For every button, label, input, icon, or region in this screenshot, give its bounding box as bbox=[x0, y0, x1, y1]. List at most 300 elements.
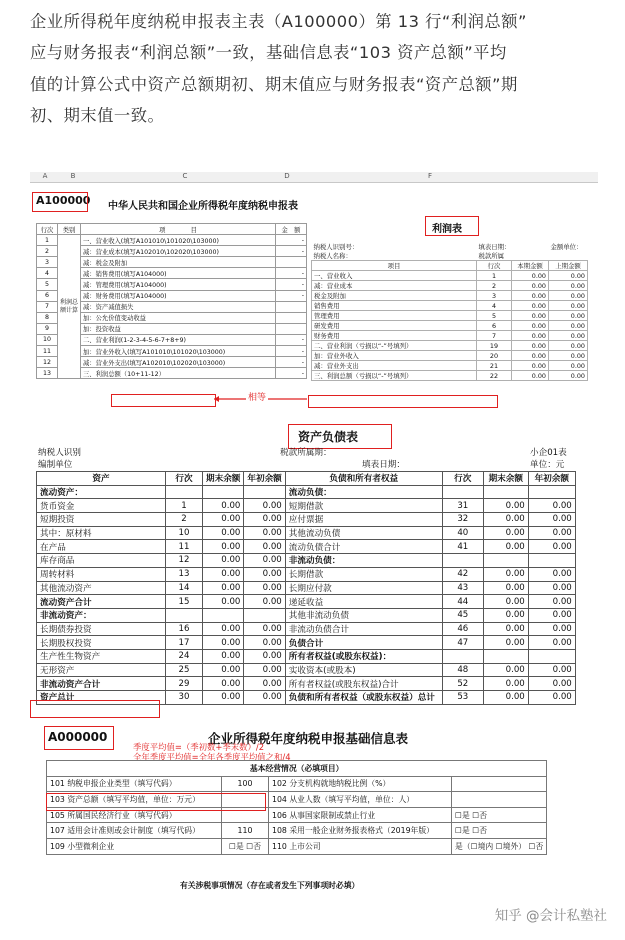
begin-balance: 0.00 bbox=[244, 554, 285, 568]
row-number: 6 bbox=[477, 321, 512, 331]
begin-balance: 0.00 bbox=[244, 691, 285, 705]
amount-cell bbox=[276, 301, 307, 312]
header-cell: 行次 bbox=[37, 224, 58, 235]
section-row bbox=[47, 761, 547, 777]
spreadsheet-column-header bbox=[307, 172, 598, 183]
end-balance: 0.00 bbox=[203, 540, 244, 554]
table-row bbox=[37, 526, 576, 540]
end-balance bbox=[483, 485, 528, 499]
amount-cell: - bbox=[276, 246, 307, 257]
field-value: ☐是 ☐否 bbox=[452, 807, 547, 823]
field-value: 是（☐境内 ☐境外） ☐否 bbox=[452, 838, 547, 854]
item-cell: 减：销售费用(填写A104000) bbox=[81, 268, 276, 279]
item-cell: 减：财务费用(填写A104000) bbox=[81, 290, 276, 301]
row-number: 9 bbox=[37, 323, 58, 334]
end-balance: 0.00 bbox=[483, 526, 528, 540]
end-balance: 0.00 bbox=[483, 540, 528, 554]
current-amount: 0.00 bbox=[512, 341, 549, 351]
field-value: 100 bbox=[222, 776, 269, 792]
meta-text: 税款所属期： bbox=[280, 448, 332, 458]
row-number: 8 bbox=[37, 312, 58, 323]
row-number: 2 bbox=[37, 246, 58, 257]
amount-cell: - bbox=[276, 368, 307, 379]
item-cell: 减：营业外支出(填写A102010\102020\103000) bbox=[81, 357, 276, 368]
section-header: 基本经营情况（必填项目） bbox=[47, 761, 547, 777]
amount-cell: - bbox=[276, 357, 307, 368]
table-header-row bbox=[37, 224, 307, 235]
form-code: A000000 bbox=[48, 730, 108, 744]
item-cell: 三、利润总额（亏损以“-”号填列） bbox=[312, 371, 477, 381]
header-cell: 类别 bbox=[58, 224, 81, 235]
table-row bbox=[312, 341, 588, 351]
field-label: 108 采用一般企业财务报表格式（2019年版） bbox=[269, 823, 452, 839]
begin-balance: 0.00 bbox=[244, 540, 285, 554]
table-row bbox=[37, 595, 576, 609]
begin-balance: 0.00 bbox=[244, 677, 285, 691]
row-number: 32 bbox=[442, 513, 483, 527]
row-number: 40 bbox=[442, 526, 483, 540]
end-balance bbox=[203, 485, 244, 499]
paragraph-line: 企业所得税年度纳税申报表主表（A100000）第 13 行“利润总额” bbox=[30, 12, 527, 31]
liability-item: 所有者权益(或股东权益)： bbox=[285, 649, 442, 663]
row-number: 44 bbox=[442, 595, 483, 609]
field-label: 109 小型微利企业 bbox=[47, 838, 222, 854]
table-row bbox=[37, 608, 576, 622]
row-number: 11 bbox=[37, 346, 58, 357]
row-number: 16 bbox=[166, 622, 203, 636]
header-cell: 负债和所有者权益 bbox=[285, 472, 442, 486]
field-label: 106 从事国家限制或禁止行业 bbox=[269, 807, 452, 823]
end-balance: 0.00 bbox=[203, 513, 244, 527]
table-row bbox=[37, 540, 576, 554]
row-number: 45 bbox=[442, 608, 483, 622]
item-cell: 减：资产减值损失 bbox=[81, 301, 276, 312]
table-header-row bbox=[37, 472, 576, 486]
item-cell: 减：税金及附加 bbox=[81, 257, 276, 268]
begin-balance: 0.00 bbox=[528, 581, 575, 595]
begin-balance: 0.00 bbox=[528, 622, 575, 636]
prior-amount: 0.00 bbox=[549, 371, 588, 381]
item-cell: 减：管理费用(填写A104000) bbox=[81, 279, 276, 290]
liability-item: 实收资本(或股本) bbox=[285, 663, 442, 677]
field-value bbox=[452, 776, 547, 792]
spreadsheet-column-header bbox=[30, 172, 310, 183]
table-header-row bbox=[312, 261, 588, 271]
end-balance: 0.00 bbox=[203, 649, 244, 663]
row-number: 2 bbox=[166, 513, 203, 527]
asset-item: 周转材料 bbox=[37, 567, 166, 581]
liability-item: 应付票据 bbox=[285, 513, 442, 527]
row-number: 3 bbox=[37, 257, 58, 268]
current-amount: 0.00 bbox=[512, 331, 549, 341]
item-cell: 一、营业收入(填写A101010\101020\103000) bbox=[81, 235, 276, 246]
row-number: 21 bbox=[477, 361, 512, 371]
highlight-box bbox=[425, 216, 479, 236]
end-balance: 0.00 bbox=[483, 636, 528, 650]
row-number: 1 bbox=[477, 271, 512, 281]
current-amount: 0.00 bbox=[512, 271, 549, 281]
highlight-box bbox=[111, 394, 216, 407]
header-cell: 金 额 bbox=[276, 224, 307, 235]
asset-item: 库存商品 bbox=[37, 554, 166, 568]
end-balance: 0.00 bbox=[483, 691, 528, 705]
row-number: 29 bbox=[166, 677, 203, 691]
liability-item: 递延收益 bbox=[285, 595, 442, 609]
begin-balance: 0.00 bbox=[244, 581, 285, 595]
begin-balance: 0.00 bbox=[528, 636, 575, 650]
row-number: 10 bbox=[37, 334, 58, 345]
begin-balance: 0.00 bbox=[244, 567, 285, 581]
begin-balance: 0.00 bbox=[528, 663, 575, 677]
current-amount: 0.00 bbox=[512, 371, 549, 381]
row-number: 20 bbox=[477, 351, 512, 361]
end-balance: 0.00 bbox=[483, 567, 528, 581]
row-number: 10 bbox=[166, 526, 203, 540]
liability-item: 非流动负债： bbox=[285, 554, 442, 568]
begin-balance bbox=[244, 608, 285, 622]
end-balance: 0.00 bbox=[203, 677, 244, 691]
begin-balance bbox=[528, 485, 575, 499]
row-number: 52 bbox=[442, 677, 483, 691]
paragraph-line: 应与财务报表“利润总额”一致，基础信息表“103 资产总额”平均 bbox=[30, 43, 507, 63]
intro-paragraph bbox=[30, 6, 600, 132]
formula-text: 全年季度平均值=全年各季度平均值之和/4 bbox=[133, 752, 291, 762]
asset-item: 非流动资产合计 bbox=[37, 677, 166, 691]
table-row bbox=[37, 513, 576, 527]
row-number: 6 bbox=[37, 290, 58, 301]
row-number: 13 bbox=[37, 368, 58, 379]
table-row bbox=[37, 663, 576, 677]
table-row bbox=[37, 649, 576, 663]
asset-item: 短期投资 bbox=[37, 513, 166, 527]
current-amount: 0.00 bbox=[512, 351, 549, 361]
balance-sheet-table bbox=[36, 471, 576, 705]
col-letter: A bbox=[42, 172, 48, 180]
form-title: 企业所得税年度纳税申报基础信息表 bbox=[208, 731, 409, 746]
begin-balance: 0.00 bbox=[528, 540, 575, 554]
col-letter: F bbox=[427, 172, 433, 180]
row-number: 7 bbox=[37, 301, 58, 312]
prior-amount: 0.00 bbox=[549, 271, 588, 281]
prior-amount: 0.00 bbox=[549, 291, 588, 301]
prior-amount: 0.00 bbox=[549, 341, 588, 351]
begin-balance: 0.00 bbox=[244, 622, 285, 636]
row-number: 11 bbox=[166, 540, 203, 554]
begin-balance: 0.00 bbox=[528, 526, 575, 540]
row-number: 41 bbox=[442, 540, 483, 554]
table-row bbox=[37, 485, 576, 499]
row-number: 12 bbox=[166, 554, 203, 568]
liability-item: 非流动负债合计 bbox=[285, 622, 442, 636]
meta-text: 纳税人识别 bbox=[38, 448, 81, 458]
header-cell: 资产 bbox=[37, 472, 166, 486]
table-row bbox=[312, 351, 588, 361]
row-number: 43 bbox=[442, 581, 483, 595]
amount-cell bbox=[276, 312, 307, 323]
item-cell: 销售费用 bbox=[312, 301, 477, 311]
table-row bbox=[37, 677, 576, 691]
begin-balance: 0.00 bbox=[528, 608, 575, 622]
field-label: 102 分支机构就地纳税比例（%） bbox=[269, 776, 452, 792]
meta-cell: 填表日期： bbox=[478, 243, 511, 251]
begin-balance: 0.00 bbox=[244, 663, 285, 677]
amount-cell: - bbox=[276, 268, 307, 279]
connector-arrow bbox=[214, 394, 310, 404]
row-number: 7 bbox=[477, 331, 512, 341]
begin-balance: 0.00 bbox=[244, 513, 285, 527]
highlight-box bbox=[30, 700, 160, 718]
highlight-box bbox=[46, 793, 266, 811]
header-cell: 行次 bbox=[477, 261, 512, 271]
row-number: 17 bbox=[166, 636, 203, 650]
balance-sheet-title: 资产负债表 bbox=[298, 430, 359, 444]
header-cell: 期末余额 bbox=[203, 472, 244, 486]
end-balance: 0.00 bbox=[203, 636, 244, 650]
field-label: 101 纳税申报企业类型（填写代码） bbox=[47, 776, 222, 792]
form-title: 中华人民共和国企业所得税年度纳税申报表 bbox=[108, 201, 298, 212]
begin-balance bbox=[244, 485, 285, 499]
meta-text: 小企01表 bbox=[530, 448, 567, 458]
table-row bbox=[312, 361, 588, 371]
meta-row bbox=[312, 251, 588, 261]
row-number: 1 bbox=[166, 499, 203, 513]
item-cell: 三、利润总额（10+11-12） bbox=[81, 368, 276, 379]
current-amount: 0.00 bbox=[512, 291, 549, 301]
income-statement-screenshot bbox=[307, 172, 598, 410]
meta-cell: 金额单位： bbox=[550, 243, 583, 251]
field-label: 110 上市公司 bbox=[269, 838, 452, 854]
amount-cell: - bbox=[276, 334, 307, 345]
field-label: 107 适用会计准则或会计制度（填写代码） bbox=[47, 823, 222, 839]
prior-amount: 0.00 bbox=[549, 331, 588, 341]
end-balance bbox=[203, 608, 244, 622]
row-number: 14 bbox=[166, 581, 203, 595]
highlight-box bbox=[32, 192, 91, 212]
item-cell: 加：投资收益 bbox=[81, 323, 276, 334]
meta-cell: 税款所属 bbox=[478, 252, 505, 260]
table-row bbox=[312, 321, 588, 331]
row-number: 47 bbox=[442, 636, 483, 650]
current-amount: 0.00 bbox=[512, 361, 549, 371]
amount-cell: - bbox=[276, 346, 307, 357]
liability-item: 其他非流动负债 bbox=[285, 608, 442, 622]
asset-item: 流动资产： bbox=[37, 485, 166, 499]
row-number: 3 bbox=[477, 291, 512, 301]
asset-item: 其中：原材料 bbox=[37, 526, 166, 540]
table-row bbox=[37, 235, 307, 246]
liability-item: 负债和所有者权益（或股东权益）总计 bbox=[285, 691, 442, 705]
amount-cell: - bbox=[276, 279, 307, 290]
item-cell: 一、营业收入 bbox=[312, 271, 477, 281]
item-cell: 加：公允价值变动收益 bbox=[81, 312, 276, 323]
meta-cell: 纳税人名称： bbox=[313, 252, 352, 260]
amount-cell bbox=[276, 323, 307, 334]
table-row bbox=[312, 311, 588, 321]
row-number bbox=[442, 649, 483, 663]
item-cell: 研发费用 bbox=[312, 321, 477, 331]
item-cell: 二、营业利润（亏损以“-”号填列） bbox=[312, 341, 477, 351]
field-value: 110 bbox=[222, 823, 269, 839]
current-amount: 0.00 bbox=[512, 281, 549, 291]
row-number bbox=[442, 554, 483, 568]
field-label: 103 资产总额（填写平均值，单位：万元） bbox=[47, 792, 222, 808]
asset-item: 非流动资产： bbox=[37, 608, 166, 622]
header-cell: 本期金额 bbox=[512, 261, 549, 271]
begin-balance bbox=[528, 649, 575, 663]
item-cell: 二、营业利润(1-2-3-4-5-6-7+8+9) bbox=[81, 334, 276, 345]
liability-item: 所有者权益(或股东权益)合计 bbox=[285, 677, 442, 691]
amount-cell: - bbox=[276, 290, 307, 301]
end-balance: 0.00 bbox=[483, 595, 528, 609]
begin-balance bbox=[528, 554, 575, 568]
header-cell: 期末余额 bbox=[483, 472, 528, 486]
field-value bbox=[452, 792, 547, 808]
begin-balance: 0.00 bbox=[528, 567, 575, 581]
row-number bbox=[166, 608, 203, 622]
begin-balance: 0.00 bbox=[528, 691, 575, 705]
table-row bbox=[312, 291, 588, 301]
meta-text: 编制单位 bbox=[38, 460, 73, 470]
table-row bbox=[312, 271, 588, 281]
end-balance: 0.00 bbox=[483, 513, 528, 527]
table-row bbox=[312, 281, 588, 291]
table-row bbox=[312, 331, 588, 341]
asset-item: 资产总计 bbox=[37, 691, 166, 705]
field-label: 105 所属国民经济行业（填写代码） bbox=[47, 807, 222, 823]
prior-amount: 0.00 bbox=[549, 351, 588, 361]
col-letter: D bbox=[284, 172, 290, 180]
end-balance: 0.00 bbox=[203, 526, 244, 540]
table-row bbox=[37, 554, 576, 568]
row-number bbox=[166, 485, 203, 499]
item-cell: 减：营业成本(填写A102010\102020\103000) bbox=[81, 246, 276, 257]
asset-item: 流动资产合计 bbox=[37, 595, 166, 609]
header-cell: 项 目 bbox=[81, 224, 276, 235]
table-row bbox=[37, 636, 576, 650]
row-number: 1 bbox=[37, 235, 58, 246]
highlight-box bbox=[44, 726, 114, 750]
col-letter: B bbox=[70, 172, 76, 180]
end-balance: 0.00 bbox=[483, 677, 528, 691]
paragraph-line: 值的计算公式中资产总额期初、期末值应与财务报表“资产总额”期 bbox=[30, 74, 518, 94]
table-footer: 有关涉税事项情况（存在或者发生下列事项时必填） bbox=[180, 881, 360, 890]
row-number: 31 bbox=[442, 499, 483, 513]
begin-balance: 0.00 bbox=[244, 526, 285, 540]
liability-item: 流动负债合计 bbox=[285, 540, 442, 554]
table-row bbox=[312, 371, 588, 381]
end-balance: 0.00 bbox=[203, 554, 244, 568]
header-cell: 上期金额 bbox=[549, 261, 588, 271]
table-row bbox=[37, 581, 576, 595]
end-balance: 0.00 bbox=[203, 622, 244, 636]
end-balance: 0.00 bbox=[203, 499, 244, 513]
asset-item: 生产性生物资产 bbox=[37, 649, 166, 663]
row-number: 46 bbox=[442, 622, 483, 636]
row-number: 13 bbox=[166, 567, 203, 581]
end-balance: 0.00 bbox=[203, 567, 244, 581]
balance-sheet-screenshot bbox=[30, 422, 598, 720]
current-amount: 0.00 bbox=[512, 321, 549, 331]
table-row bbox=[47, 776, 547, 792]
equal-label: 相等 bbox=[248, 393, 267, 403]
table-row bbox=[37, 567, 576, 581]
begin-balance: 0.00 bbox=[528, 677, 575, 691]
row-number: 48 bbox=[442, 663, 483, 677]
row-number: 30 bbox=[166, 691, 203, 705]
end-balance bbox=[483, 649, 528, 663]
begin-balance: 0.00 bbox=[528, 499, 575, 513]
item-cell: 管理费用 bbox=[312, 311, 477, 321]
row-number: 4 bbox=[37, 268, 58, 279]
highlight-box bbox=[308, 395, 498, 408]
table-row bbox=[37, 622, 576, 636]
prior-amount: 0.00 bbox=[549, 311, 588, 321]
item-cell: 税金及附加 bbox=[312, 291, 477, 301]
amount-cell bbox=[276, 257, 307, 268]
paragraph-line: 初、期末值一致。 bbox=[30, 106, 165, 126]
table-row bbox=[47, 838, 547, 854]
asset-item: 在产品 bbox=[37, 540, 166, 554]
row-number: 25 bbox=[166, 663, 203, 677]
end-balance: 0.00 bbox=[483, 622, 528, 636]
row-number: 4 bbox=[477, 301, 512, 311]
liability-item: 其他流动负债 bbox=[285, 526, 442, 540]
meta-text: 填表日期： bbox=[362, 460, 405, 470]
liability-item: 长期应付款 bbox=[285, 581, 442, 595]
col-letter: C bbox=[182, 172, 188, 180]
asset-item: 其他流动资产 bbox=[37, 581, 166, 595]
header-cell: 行次 bbox=[442, 472, 483, 486]
a100000-table bbox=[36, 223, 307, 379]
prior-amount: 0.00 bbox=[549, 321, 588, 331]
begin-balance: 0.00 bbox=[244, 595, 285, 609]
form-code: A100000 bbox=[36, 194, 91, 207]
end-balance: 0.00 bbox=[483, 499, 528, 513]
liability-item: 长期借款 bbox=[285, 567, 442, 581]
end-balance bbox=[483, 554, 528, 568]
watermark: 知乎 @会计私塾社 bbox=[494, 908, 607, 924]
begin-balance: 0.00 bbox=[244, 499, 285, 513]
field-label: 104 从业人数（填写平均值，单位：人） bbox=[269, 792, 452, 808]
row-number: 24 bbox=[166, 649, 203, 663]
row-number: 42 bbox=[442, 567, 483, 581]
item-cell: 减：营业成本 bbox=[312, 281, 477, 291]
begin-balance: 0.00 bbox=[244, 649, 285, 663]
table-row bbox=[37, 499, 576, 513]
field-value: ☐是 ☐否 bbox=[452, 823, 547, 839]
begin-balance: 0.00 bbox=[528, 595, 575, 609]
a100000-form-screenshot bbox=[30, 172, 310, 410]
formula-text: 季度平均值=（季初数+季末数）/2 bbox=[133, 742, 265, 752]
prior-amount: 0.00 bbox=[549, 281, 588, 291]
end-balance: 0.00 bbox=[203, 581, 244, 595]
income-statement-table bbox=[311, 242, 588, 381]
meta-row bbox=[312, 242, 588, 251]
meta-cell: 纳税人识别号： bbox=[313, 243, 359, 251]
item-cell: 财务费用 bbox=[312, 331, 477, 341]
end-balance: 0.00 bbox=[203, 595, 244, 609]
end-balance: 0.00 bbox=[483, 663, 528, 677]
header-cell: 年初余额 bbox=[244, 472, 285, 486]
table-row bbox=[312, 301, 588, 311]
row-number: 5 bbox=[477, 311, 512, 321]
meta-text: 单位：元 bbox=[530, 460, 565, 470]
category-cell: 利润总额计算 bbox=[58, 235, 81, 379]
header-cell: 项目 bbox=[312, 261, 477, 271]
end-balance: 0.00 bbox=[483, 608, 528, 622]
end-balance: 0.00 bbox=[203, 663, 244, 677]
asset-item: 长期债券投资 bbox=[37, 622, 166, 636]
